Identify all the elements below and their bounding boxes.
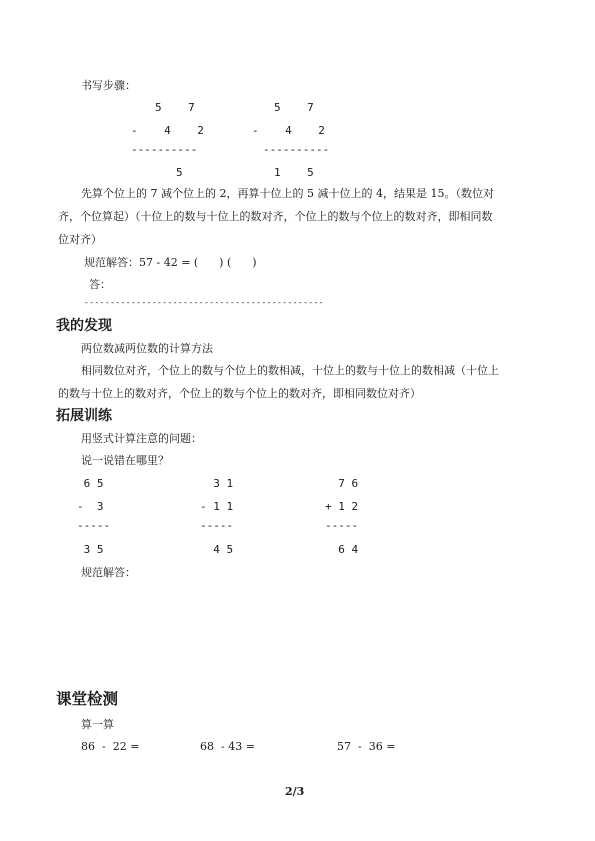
problem-1-result: 3 5 (77, 543, 104, 556)
standard-solution-2: 规范解答： (81, 566, 136, 579)
check-question-2: 68 - 43 = (200, 740, 255, 753)
section-title-check: 课堂检测 (56, 690, 119, 708)
check-question-3: 57 - 36 = (337, 740, 396, 753)
vertical-calc-right-result: 1 5 (274, 166, 314, 179)
page-number: 2/3 (285, 785, 305, 798)
extend-line-1: 用竖式计算注意的问题： (81, 432, 202, 445)
vertical-calc-right-op: - 4 2 (252, 124, 325, 137)
explain-line-2: 齐，个位算起）（十位上的数与十位上的数对齐，个位上的数与个位上的数对齐，即相同数 (58, 210, 493, 223)
problem-2-line: ----- (200, 519, 234, 532)
problem-1-line: ----- (77, 519, 111, 532)
discovery-line-3: 的数与十位上的数对齐，个位上的数与个位上的数对齐，即相同数位对齐） (58, 387, 421, 400)
explain-line-1: 先算个位上的 7 减个位上的 2，再算十位上的 5 减十位上的 4，结果是 15。（数位对 (81, 187, 494, 200)
vertical-calc-left-result: 5 (176, 166, 183, 179)
discovery-line-1: 两位数减两位数的计算方法 (81, 342, 213, 355)
problem-3-line: ----- (325, 519, 359, 532)
section-title-discovery: 我的发现 (56, 318, 112, 334)
problem-1-op: - 3 (77, 500, 104, 513)
check-subtitle: 算一算 (81, 718, 114, 731)
answer-line: ---------------------------------------------- (84, 298, 324, 307)
vertical-calc-right-top: 5 7 (274, 101, 314, 114)
problem-1-top: 6 5 (77, 477, 104, 490)
problem-3-top: 7 6 (325, 477, 359, 490)
problem-2-result: 4 5 (200, 543, 234, 556)
check-question-1: 86 - 22 = (81, 740, 140, 753)
answer-label: 答： (89, 278, 111, 291)
extend-line-2: 说一说错在哪里？ (81, 454, 169, 467)
vertical-calc-left-top: 5 7 (155, 101, 195, 114)
problem-2-op: - 1 1 (200, 500, 234, 513)
writing-steps-label: 书写步骤： (81, 79, 136, 92)
explain-line-3: 位对齐） (58, 233, 102, 246)
vertical-calc-right-line: ---------- (263, 143, 330, 156)
problem-3-result: 6 4 (325, 543, 359, 556)
discovery-line-2: 相同数位对齐，个位上的数与个位上的数相减，十位上的数与十位上的数相减（十位上 (81, 364, 499, 377)
vertical-calc-left-line: ---------- (131, 143, 198, 156)
section-title-extend: 拓展训练 (56, 408, 112, 424)
problem-3-op: + 1 2 (325, 500, 359, 513)
vertical-calc-left-op: - 4 2 (131, 124, 204, 137)
problem-2-top: 3 1 (200, 477, 234, 490)
standard-solution-1: 规范解答：57 - 42 = ( ) ( ) (84, 256, 257, 269)
